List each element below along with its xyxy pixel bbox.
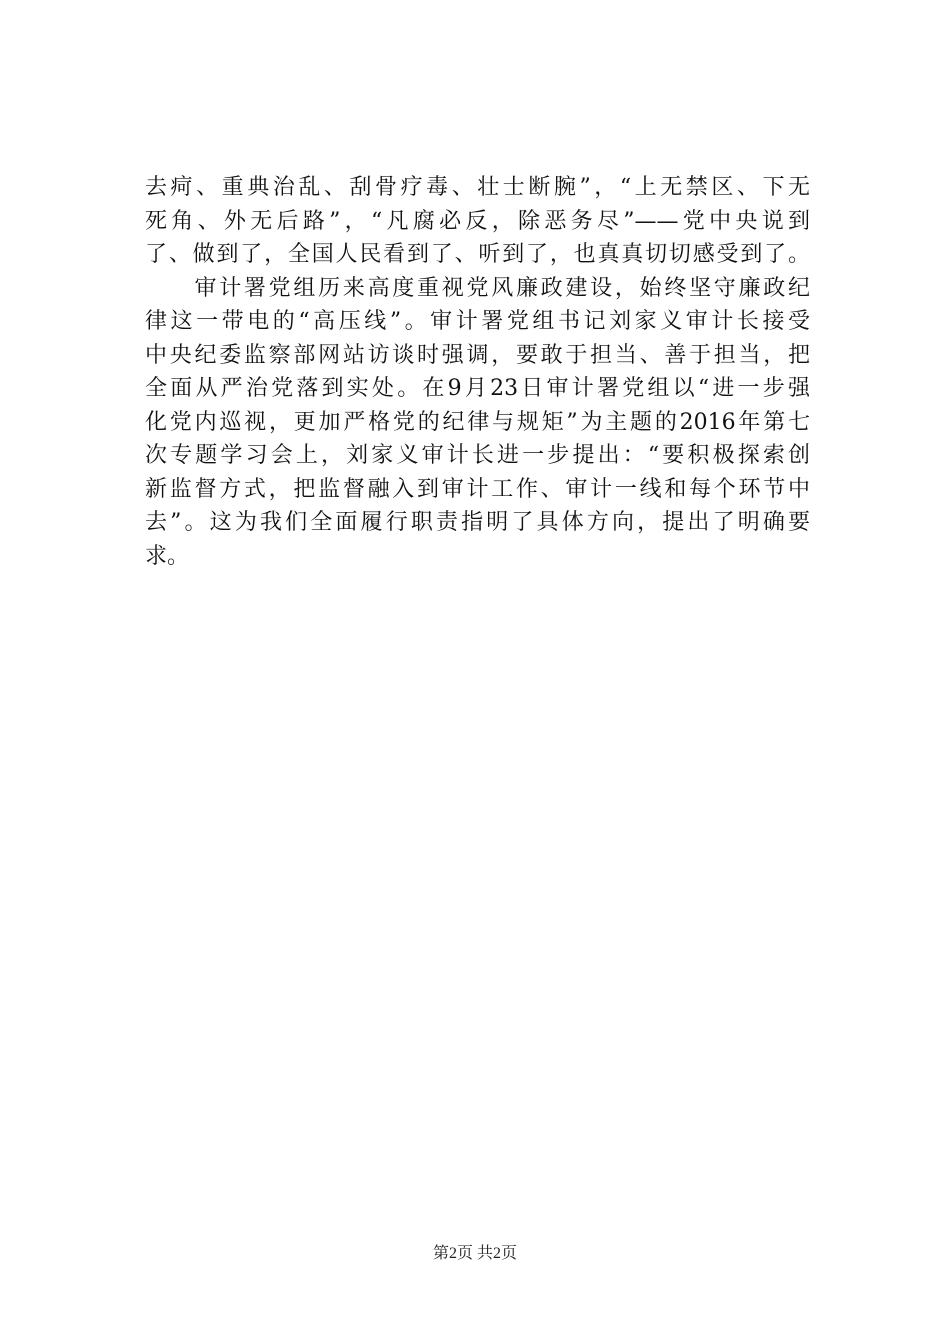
- text-line: 律这一带电的“高压线”。审计署党组书记刘家义审计长接受: [145, 309, 810, 334]
- page-number-footer: 第2页 共2页: [432, 1245, 517, 1262]
- text-line: 新监督方式，把监督融入到审计工作、审计一线和每个环节中: [145, 476, 810, 502]
- text-line: 了、做到了，全国人民看到了、听到了，也真真切切感受到了。: [145, 242, 810, 267]
- text-line: 审计署党组历来高度重视党风廉政建设，始终坚守廉政纪: [145, 275, 810, 301]
- text-line: 去疴、重典治乱、刮骨疗毒、壮士断腕”，“上无禁区、下无: [145, 175, 810, 200]
- text-line: 死角、外无后路”，“凡腐必反，除恶务尽”——党中央说到: [145, 208, 810, 234]
- text-line: 去”。这为我们全面履行职责指明了具体方向，提出了明确要: [145, 510, 810, 535]
- text-line: 中央纪委监察部网站访谈时强调，要敢于担当、善于担当，把: [145, 342, 810, 368]
- text-line: 求。: [145, 543, 190, 569]
- text-line: 化党内巡视，更加严格党的纪律与规矩”为主题的2016年第七: [145, 409, 810, 435]
- body-text: [145, 171, 810, 573]
- text-line: 全面从严治党落到实处。在9月23日审计署党组以“进一步强: [145, 376, 810, 401]
- text-line: 次专题学习会上，刘家义审计长进一步提出：“要积极探索创: [145, 443, 810, 468]
